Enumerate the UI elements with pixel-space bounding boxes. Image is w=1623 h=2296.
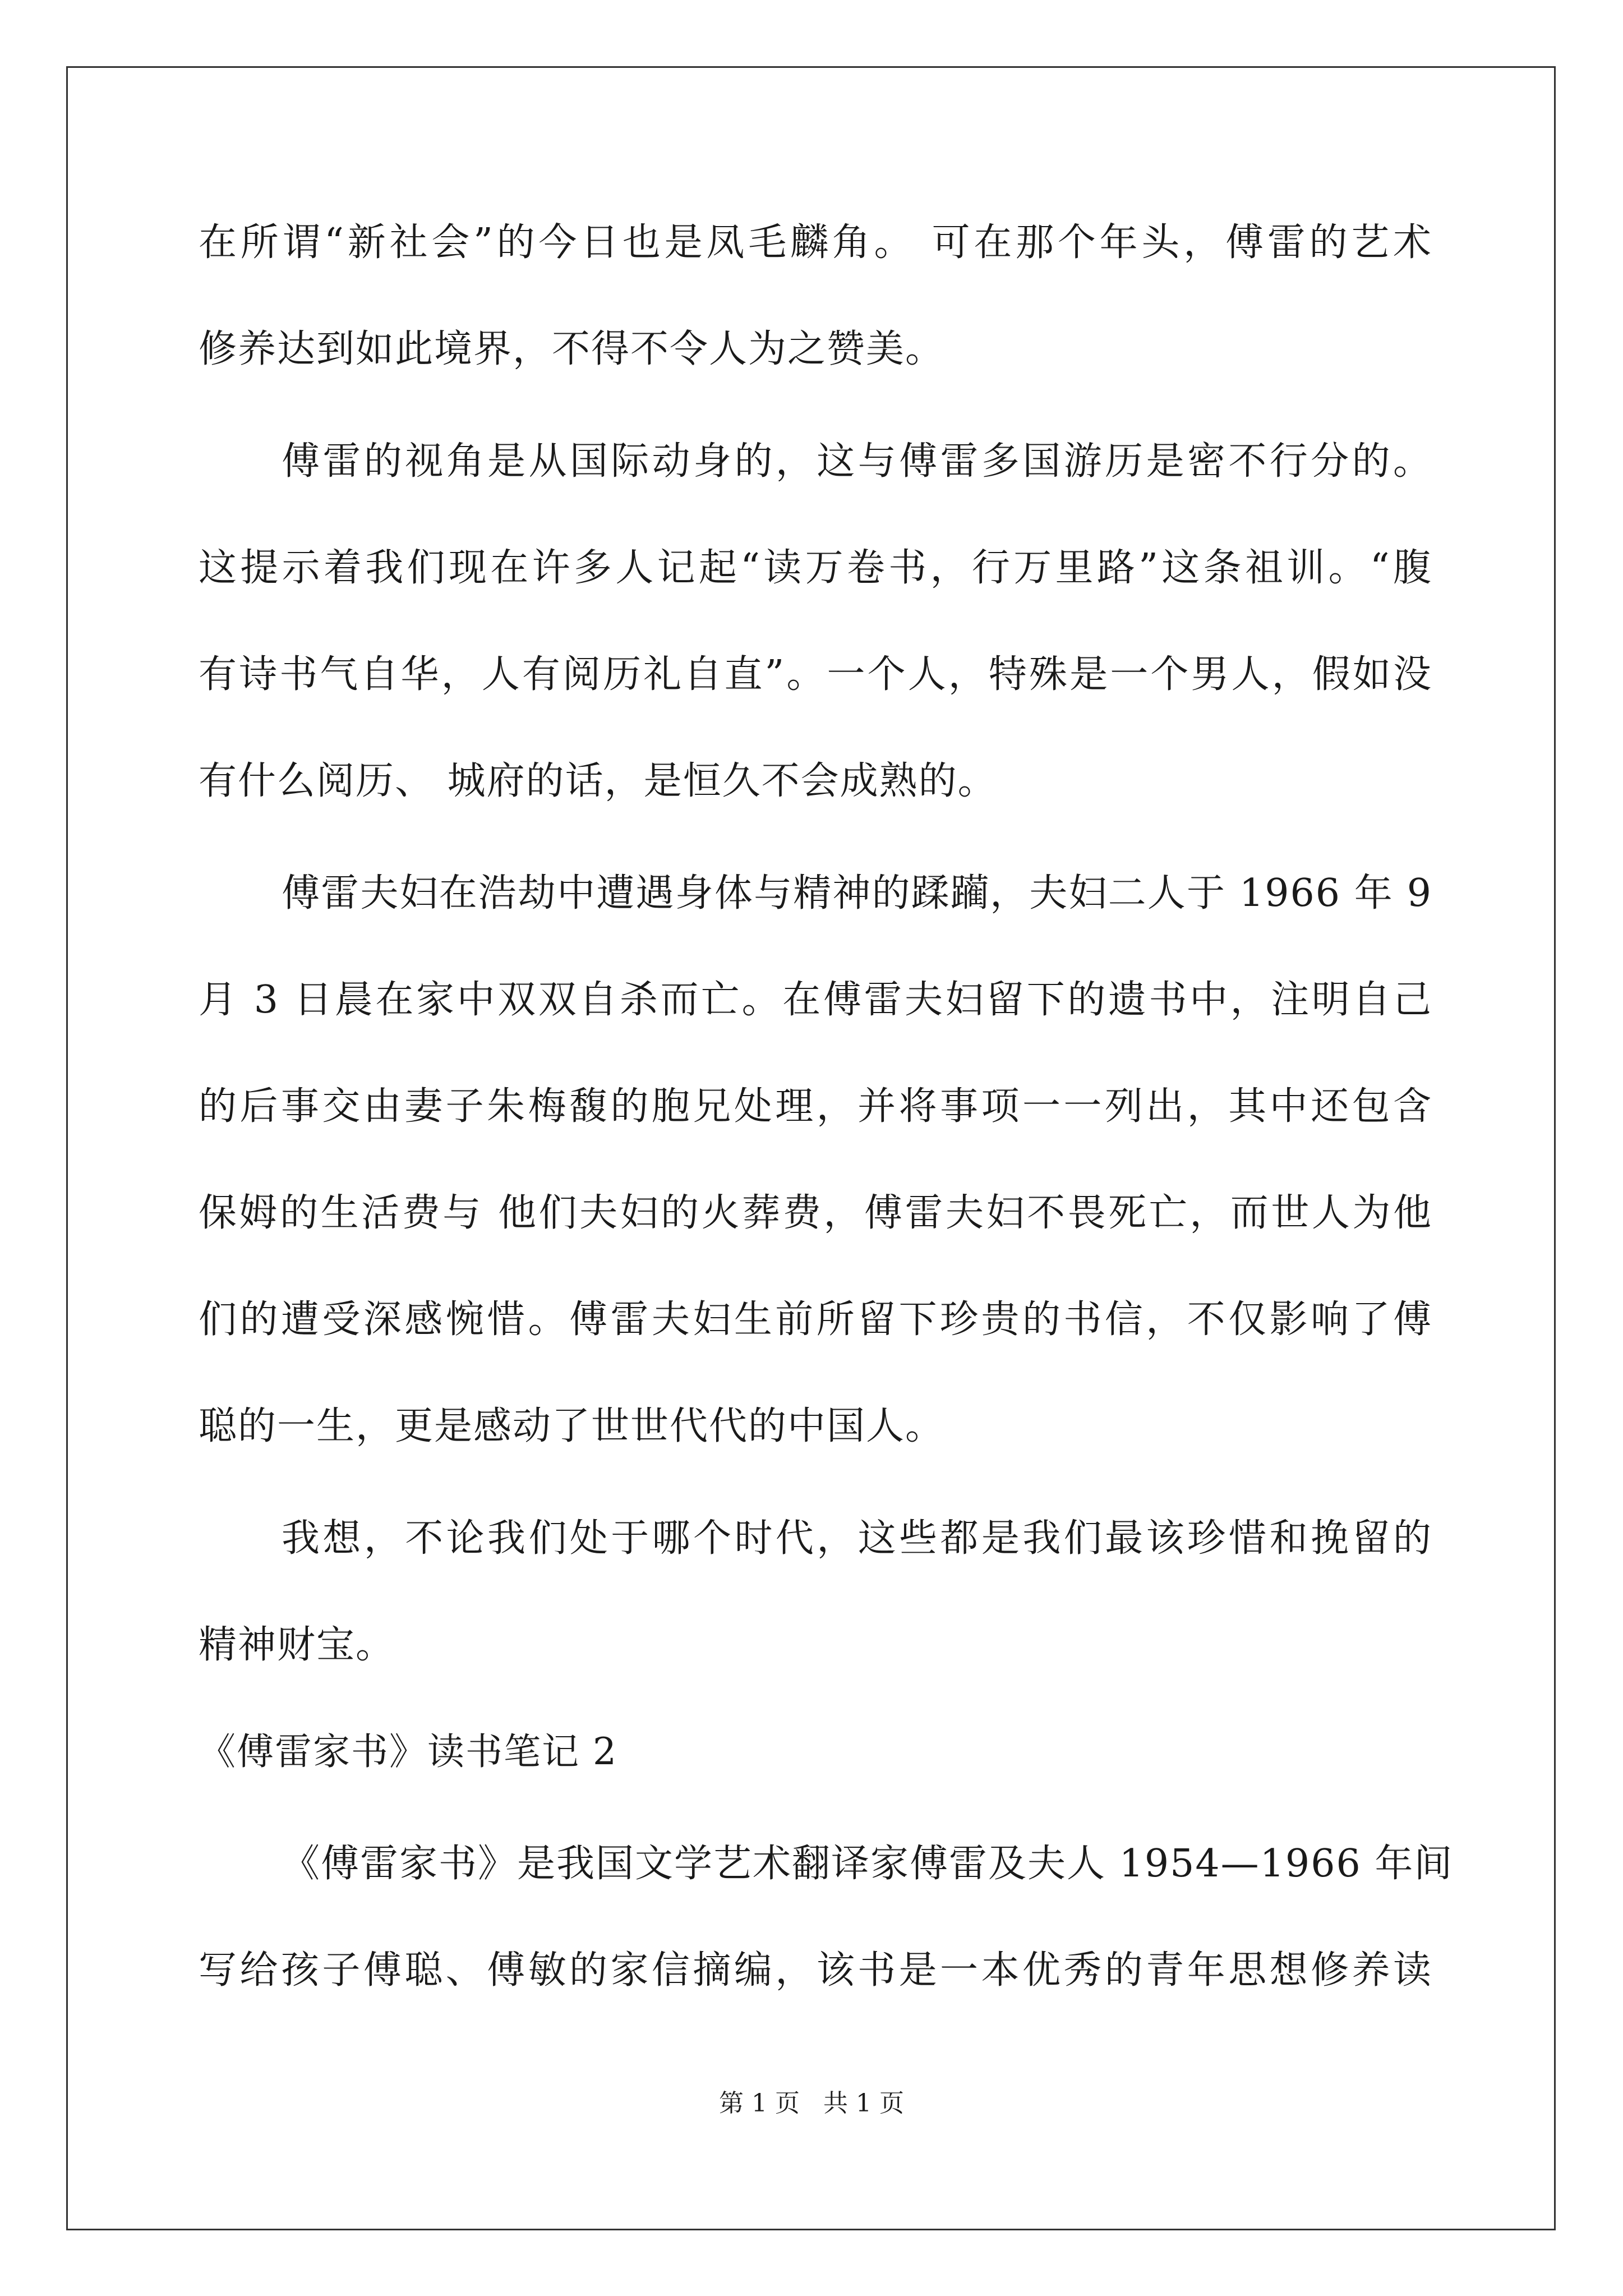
section-heading: 《傅雷家书》读书笔记 2 [199,1730,617,1773]
text-line: 这提示着我们现在许多人记起“读万卷书，行万里路”这条祖训。“腹 [199,546,1432,590]
page-border [66,66,1556,2230]
text-line: 修养达到如此境界，不得不令人为之赞美。 [199,327,945,371]
paragraph-start-line: 我想，不论我们处于哪个时代，这些都是我们最该珍惜和挽留的 [282,1516,1432,1561]
text-line: 的后事交由妻子朱梅馥的胞兄处理，并将事项一一列出，其中还包含 [199,1084,1432,1129]
paragraph-start-line: 《傅雷家书》是我国文学艺术翻译家傅雷及夫人 1954—1966 年间 [282,1842,1454,1886]
text-line: 保姆的生活费与 他们夫妇的火葬费，傅雷夫妇不畏死亡，而世人为他 [199,1191,1432,1235]
paragraph-start-line: 傅雷的视角是从国际动身的，这与傅雷多国游历是密不行分的。 [282,439,1432,484]
text-line: 在所谓“新社会”的今日也是凤毛麟角。 可在那个年头，傅雷的艺术 [199,220,1432,265]
page-total: 共 1 页 [823,2089,904,2118]
page-number: 第 1 页 [719,2089,800,2118]
text-line: 聪的一生，更是感动了世世代代的中国人。 [199,1404,945,1448]
page-footer [0,2087,1623,2120]
text-line: 们的遭受深感惋惜。傅雷夫妇生前所留下珍贵的书信，不仅影响了傅 [199,1297,1432,1342]
paragraph-start-line: 傅雷夫妇在浩劫中遭遇身体与精神的蹂躏，夫妇二人于 1966 年 9 [282,871,1432,915]
text-line: 有什么阅历、 城府的话，是恒久不会成熟的。 [199,759,997,803]
text-line: 精神财宝。 [199,1623,395,1667]
text-line: 写给孩子傅聪、傅敏的家信摘编，该书是一本优秀的青年思想修养读 [199,1948,1432,1993]
text-line: 月 3 日晨在家中双双自杀而亡。在傅雷夫妇留下的遗书中，注明自己 [199,978,1432,1022]
text-line: 有诗书气自华，人有阅历礼自直”。一个人，特殊是一个男人，假如没 [199,652,1432,697]
